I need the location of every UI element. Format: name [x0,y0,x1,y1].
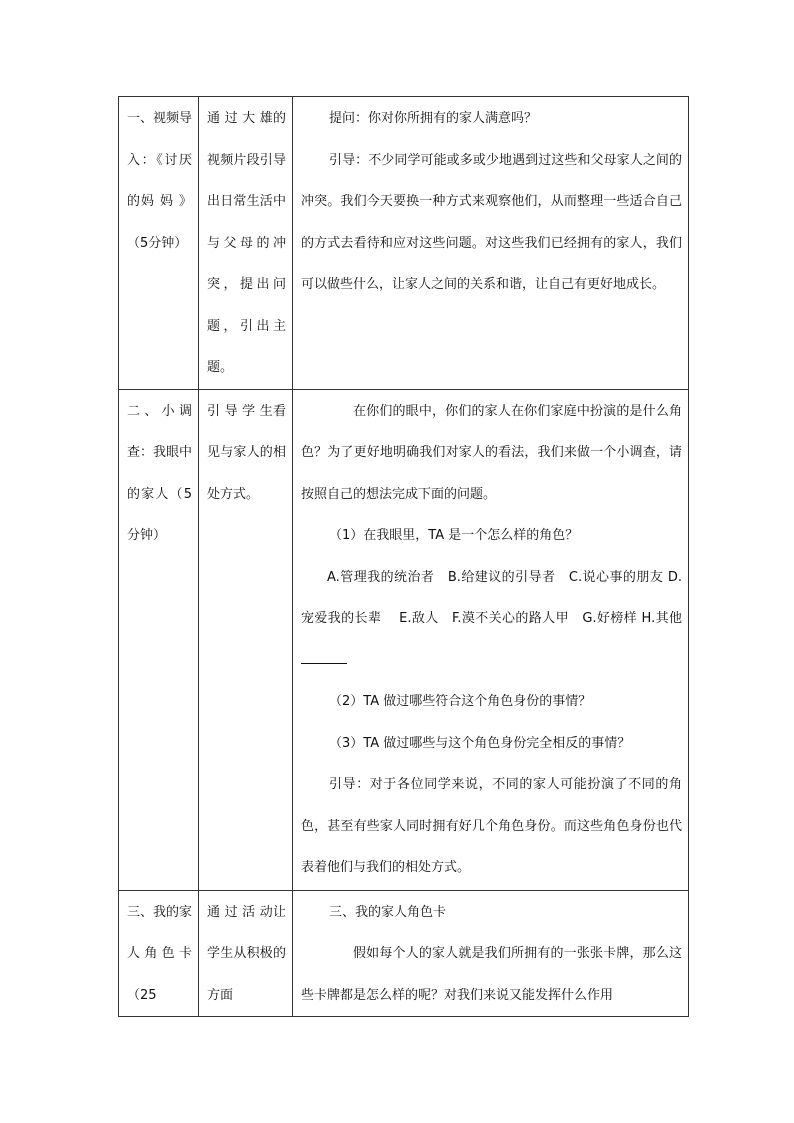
table-row [119,890,689,1017]
purpose-cell [199,389,293,890]
answer-blank [301,649,347,664]
activity-paragraph: 假如每个人的家人就是我们所拥有的一张张卡牌，那么这些卡牌都是怎么样的呢？对我们来说又能发挥什么作用 [301,946,682,1003]
purpose-text: 通 过 活 动让学生从积极的方面 [207,904,286,1003]
table-row [119,97,689,390]
stage-text: 二、小调查：我眼中的家人（5 分钟） [127,403,193,543]
purpose-cell [199,97,293,390]
guide-paragraph: 引导：不少同学可能或多或少地遇到过这些和父母家人之间的冲突。我们今天要换一种方式来观察他们，从而整理一些适合自己的方式去看待和应对这些问题。对这些我们已经拥有的家人，我们可以做些什么，让家人之间的关系和谐，让自己有更好地成长。 [301,152,682,292]
intro-paragraph: 在你们的眼中，你们的家人在你们家庭中扮演的是什么角色？为了更好地明确我们对家人的看法，我们来做一个小调查，请按照自己的想法完成下面的问题。 [301,403,682,502]
stage-cell [119,890,199,1017]
stage-cell [119,389,199,890]
purpose-cell [199,890,293,1017]
content-cell [293,97,689,390]
stage-text: 一、视频导入：《讨厌的妈 妈 》（5分钟） [127,111,193,251]
purpose-text: 通 过 大 雄的视频片段引导出日常生活中与父母的冲突，提出问题，引出主题。 [207,111,286,375]
content-cell [293,389,689,890]
survey-options: A.管理我的统治者 B.给建议的引导者 C.说心事的朋友 D.宠爱我的长辈 E.敌人 F.漠不关心的路人甲 G.好榜样 H.其他 [301,557,682,682]
stage-text: 三、我的家人角色卡（25 [127,904,193,1003]
stage-cell [119,97,199,390]
lesson-plan-table [118,96,689,1017]
guide-paragraph: 引导：对于各位同学来说，不同的家人可能扮演了不同的角色，甚至有些家人同时拥有好几个角色身份。而这些角色身份也代表着他们与我们的相处方式。 [301,777,682,875]
content-cell [293,890,689,1017]
question-paragraph: 提问：你对你所拥有的家人满意吗？ [329,111,538,126]
section-heading: 三、我的家人角色卡 [329,904,447,920]
survey-question-2: （2）TA 做过哪些符合这个角色身份的事情？ [329,694,592,709]
purpose-text: 引 导 学 生看见与家人的相处方式。 [207,403,286,502]
survey-question-3: （3）TA 做过哪些与这个角色身份完全相反的事情？ [329,735,631,751]
table-row [119,389,689,890]
survey-question-1: （1）在我眼里，TA 是一个怎么样的角色？ [329,528,579,543]
